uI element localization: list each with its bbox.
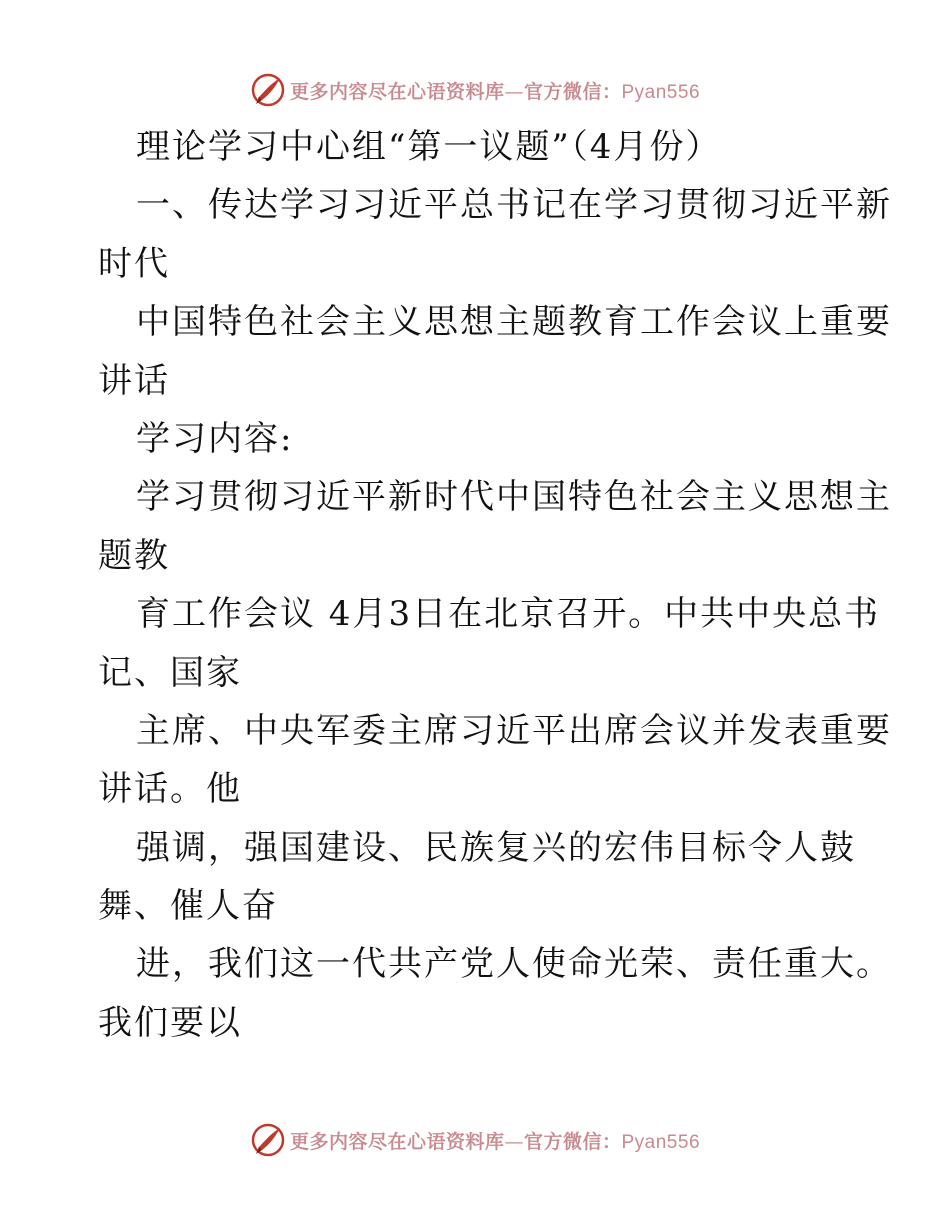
text-line: 主席、中央军委主席习近平出席会议并发表重要 (136, 710, 892, 751)
text-line: 舞、催人奋 (98, 886, 278, 927)
watermark-separator: — (504, 1130, 524, 1153)
watermark-label: 官方微信： (523, 1130, 622, 1153)
document-body (98, 118, 892, 1052)
watermark-site: 更多内容尽在心语资料库 (289, 80, 505, 103)
text-line: 讲话 (98, 360, 170, 401)
watermark-text (290, 1127, 700, 1154)
footer-watermark (0, 1120, 950, 1160)
section-heading: 学习内容: (136, 418, 294, 459)
text-line: 育工作会议 4月3日在北京召开。中共中央总书 (136, 594, 881, 635)
watermark-site: 更多内容尽在心语资料库 (289, 1130, 505, 1153)
text-line: 我们要以 (98, 1002, 242, 1043)
pen-nib-logo-icon (250, 1122, 286, 1158)
watermark-text (290, 77, 700, 104)
header-watermark (0, 70, 950, 110)
text-line: 进，我们这一代共产党人使命光荣、责任重大。 (136, 944, 892, 985)
text-line: 中国特色社会主义思想主题教育工作会议上重要 (136, 302, 892, 343)
text-line: 题教 (98, 535, 170, 576)
text-line: 学习贯彻习近平新时代中国特色社会主义思想主 (136, 477, 892, 518)
text-line: 时代 (98, 243, 170, 284)
text-line: 强调，强国建设、民族复兴的宏伟目标令人鼓 (136, 827, 856, 868)
watermark-label: 官方微信： (523, 80, 622, 103)
pen-nib-logo-icon (250, 72, 286, 108)
watermark-separator: — (504, 80, 524, 103)
document-title: 理论学习中心组“第一议题”（4月份） (136, 127, 722, 167)
watermark-id: Pyan556 (621, 81, 701, 103)
text-line: 讲话。他 (98, 769, 242, 810)
text-line: 一、传达学习习近平总书记在学习贯彻习近平新 (136, 185, 892, 226)
watermark-id: Pyan556 (621, 1131, 701, 1153)
text-line: 记、国家 (98, 652, 242, 693)
